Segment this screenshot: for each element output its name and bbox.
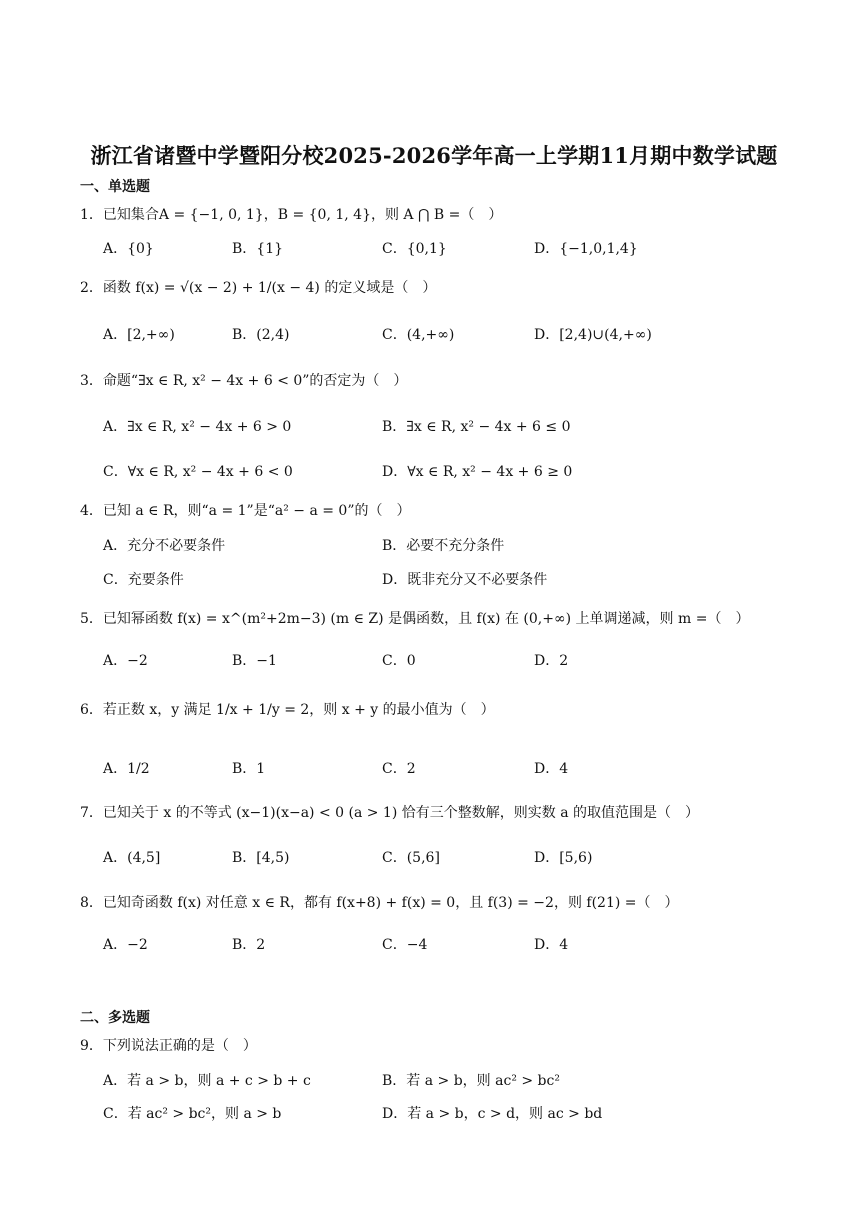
question-2-option-d: D．[2,4)∪(4,+∞) bbox=[534, 327, 652, 343]
question-1-stem: 1．已知集合A = {−1, 0, 1}，B = {0, 1, 4}，则 A ⋂ B =（ ） bbox=[80, 207, 503, 223]
question-1-option-c: C．{0,1} bbox=[382, 241, 447, 257]
question-3-option-b: B．∃x ∈ R, x² − 4x + 6 ≤ 0 bbox=[382, 419, 571, 435]
question-3-option-d: D．∀x ∈ R, x² − 4x + 6 ≥ 0 bbox=[382, 464, 573, 480]
question-5-option-b: B．−1 bbox=[232, 653, 277, 669]
question-4-stem: 4．已知 a ∈ R，则“a = 1”是“a² − a = 0”的（ ） bbox=[80, 503, 411, 519]
question-8-option-d: D．4 bbox=[534, 937, 569, 953]
question-6-option-a: A．1/2 bbox=[103, 761, 150, 777]
question-4-option-a: A．充分不必要条件 bbox=[103, 538, 226, 554]
question-8-option-b: B．2 bbox=[232, 937, 266, 953]
question-6-option-b: B．1 bbox=[232, 761, 266, 777]
question-4-option-b: B．必要不充分条件 bbox=[382, 538, 505, 554]
question-8-option-a: A．−2 bbox=[103, 937, 148, 953]
question-4-option-c: C．充要条件 bbox=[103, 572, 184, 588]
question-5-option-c: C．0 bbox=[382, 653, 416, 669]
question-4-option-d: D．既非充分又不必要条件 bbox=[382, 572, 548, 588]
question-7-option-a: A．(4,5] bbox=[103, 850, 161, 866]
question-7-option-d: D．[5,6) bbox=[534, 850, 593, 866]
question-1-option-d: D．{−1,0,1,4} bbox=[534, 241, 638, 257]
question-2-option-a: A．[2,+∞) bbox=[103, 327, 175, 343]
question-1-option-b: B．{1} bbox=[232, 241, 284, 257]
question-9-option-b: B．若 a > b，则 ac² > bc² bbox=[382, 1073, 560, 1089]
question-3-stem: 3．命题“∃x ∈ R, x² − 4x + 6 < 0”的否定为（ ） bbox=[80, 373, 408, 389]
section-heading-multiple-choice: 二、多选题 bbox=[80, 1010, 150, 1026]
question-6-stem: 6．若正数 x，y 满足 1/x + 1/y = 2，则 x + y 的最小值为（ ） bbox=[80, 702, 495, 718]
section-heading-single-choice: 一、单选题 bbox=[80, 179, 150, 195]
question-1-option-a: A．{0} bbox=[103, 241, 154, 257]
question-9-stem: 9．下列说法正确的是（ ） bbox=[80, 1038, 257, 1054]
question-6-option-d: D．4 bbox=[534, 761, 569, 777]
question-9-option-c: C．若 ac² > bc²，则 a > b bbox=[103, 1106, 282, 1122]
question-2-option-c: C．(4,+∞) bbox=[382, 327, 455, 343]
question-2-option-b: B．(2,4) bbox=[232, 327, 290, 343]
page-title: 浙江省诸暨中学暨阳分校2025-2026学年高一上学期11月期中数学试题 bbox=[90, 143, 778, 168]
question-9-option-a: A．若 a > b，则 a + c > b + c bbox=[103, 1073, 311, 1089]
question-7-stem: 7．已知关于 x 的不等式 (x−1)(x−a) < 0 (a > 1) 恰有三个整数解，则实数 a 的取值范围是（ ） bbox=[80, 805, 699, 821]
question-6-option-c: C．2 bbox=[382, 761, 416, 777]
question-8-option-c: C．−4 bbox=[382, 937, 428, 953]
question-9-option-d: D．若 a > b，c > d，则 ac > bd bbox=[382, 1106, 603, 1122]
question-5-option-d: D．2 bbox=[534, 653, 569, 669]
question-3-option-c: C．∀x ∈ R, x² − 4x + 6 < 0 bbox=[103, 464, 293, 480]
question-7-option-b: B．[4,5) bbox=[232, 850, 290, 866]
question-5-option-a: A．−2 bbox=[103, 653, 148, 669]
question-5-stem: 5．已知幂函数 f(x) = x^(m²+2m−3) (m ∈ Z) 是偶函数，且 f(x) 在 (0,+∞) 上单调递减，则 m =（ ） bbox=[80, 611, 750, 627]
question-2-stem: 2．函数 f(x) = √(x − 2) + 1/(x − 4) 的定义域是（ ） bbox=[80, 280, 437, 296]
question-3-option-a: A．∃x ∈ R, x² − 4x + 6 > 0 bbox=[103, 419, 292, 435]
question-8-stem: 8．已知奇函数 f(x) 对任意 x ∈ R，都有 f(x+8) + f(x) = 0，且 f(3) = −2，则 f(21) =（ ） bbox=[80, 895, 679, 911]
question-7-option-c: C．(5,6] bbox=[382, 850, 440, 866]
